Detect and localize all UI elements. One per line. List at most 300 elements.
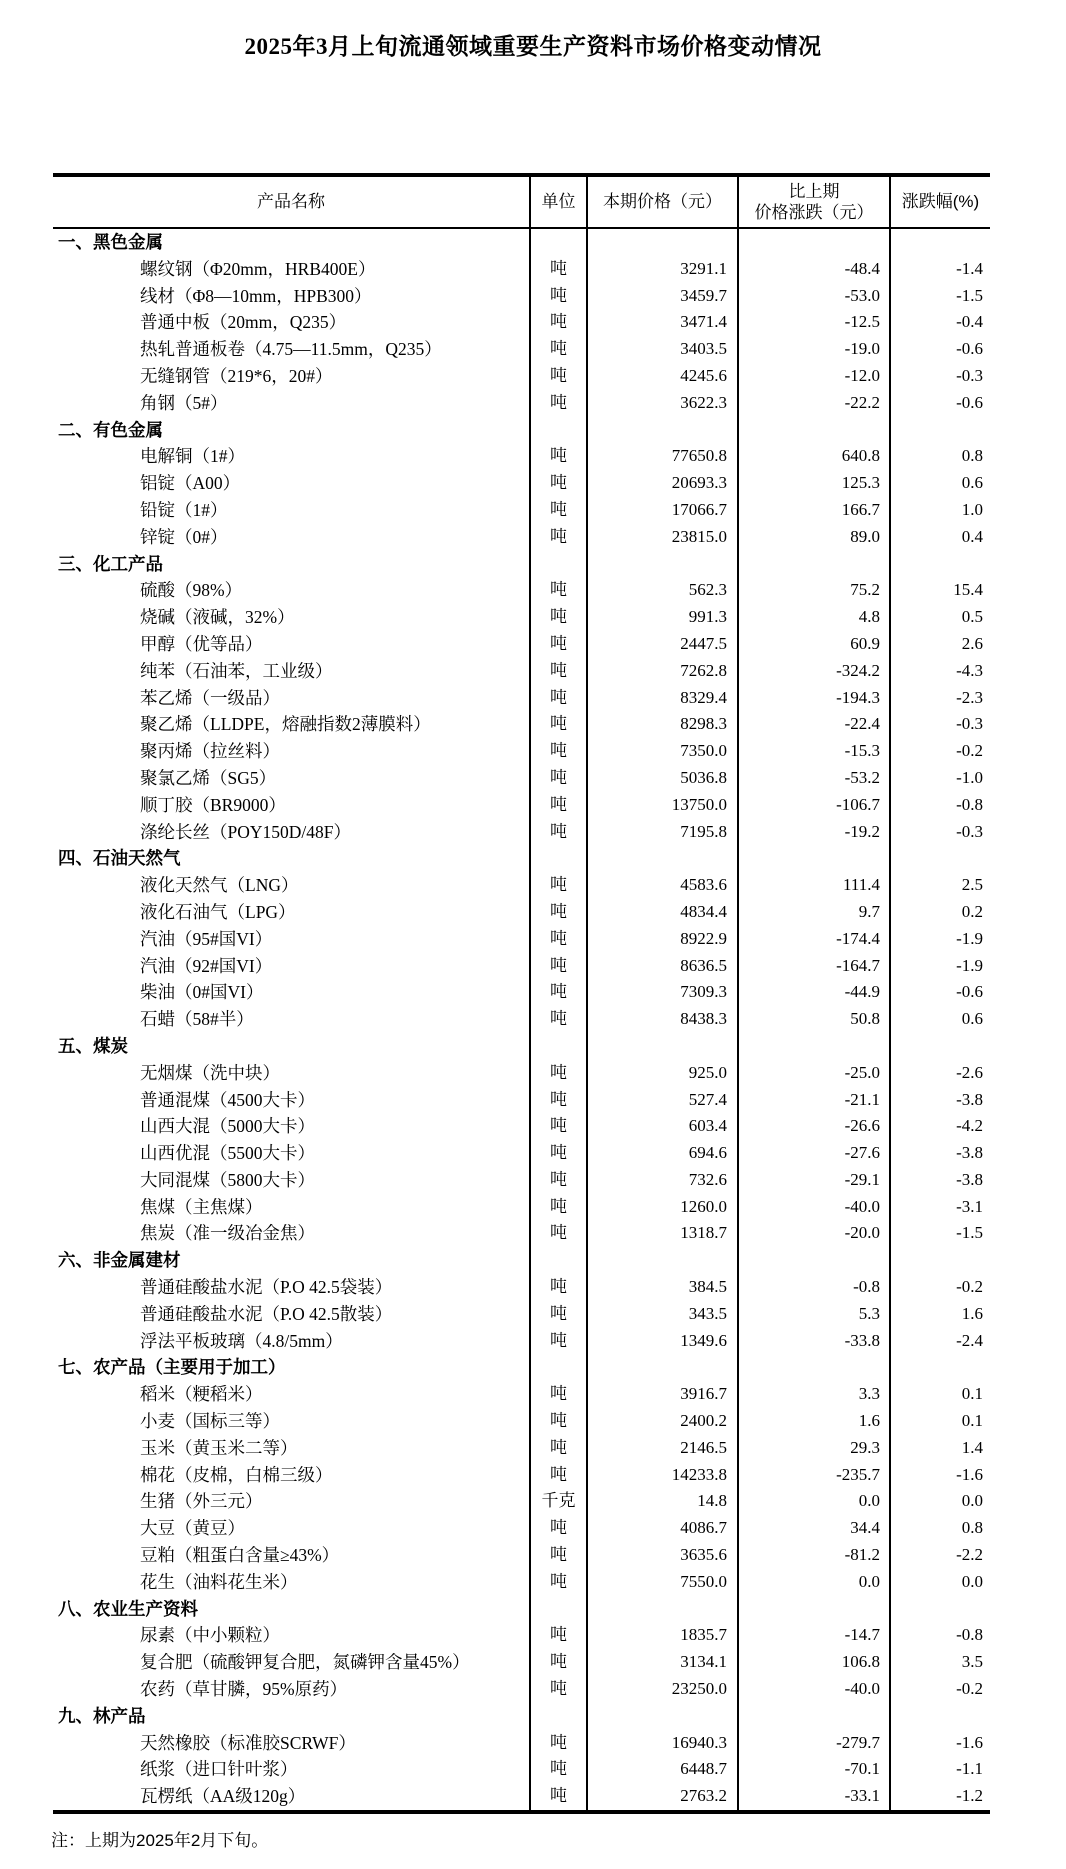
change-cell: -25.0 <box>737 1060 889 1087</box>
change-cell <box>737 1247 889 1274</box>
unit-cell: 吨 <box>529 1274 586 1301</box>
price-cell: 2763.2 <box>586 1783 737 1810</box>
table-row <box>53 1569 990 1596</box>
change-cell: 89.0 <box>737 524 889 551</box>
table-row <box>53 1676 990 1703</box>
pct-cell: -1.0 <box>889 765 990 792</box>
pct-cell: -0.6 <box>889 336 990 363</box>
unit-cell: 吨 <box>529 1140 586 1167</box>
product-name-cell: 烧碱（液碱，32%） <box>140 607 295 628</box>
section-row <box>53 417 990 444</box>
price-cell: 2400.2 <box>586 1408 737 1435</box>
change-cell: -40.0 <box>737 1194 889 1221</box>
unit-cell <box>529 417 586 444</box>
pct-cell: -1.5 <box>889 283 990 310</box>
product-name-cell: 液化天然气（LNG） <box>140 875 299 896</box>
product-name-cell: 小麦（国标三等） <box>140 1411 280 1432</box>
unit-cell: 吨 <box>529 604 586 631</box>
table-row <box>53 256 990 283</box>
product-name-cell: 焦炭（准一级冶金焦） <box>140 1223 315 1244</box>
pct-cell: 0.0 <box>889 1569 990 1596</box>
product-name-cell: 大豆（黄豆） <box>140 1518 245 1539</box>
product-name-cell: 无烟煤（洗中块） <box>140 1062 280 1083</box>
unit-cell: 吨 <box>529 658 586 685</box>
price-cell <box>586 1596 737 1623</box>
section-title: 四、石油天然气 <box>58 848 181 869</box>
price-cell: 5036.8 <box>586 765 737 792</box>
product-name-cell: 铝锭（A00） <box>140 473 241 494</box>
product-name-cell: 尿素（中小颗粒） <box>140 1625 280 1646</box>
pct-cell: -2.4 <box>889 1328 990 1355</box>
unit-cell: 吨 <box>529 685 586 712</box>
price-cell: 4834.4 <box>586 899 737 926</box>
table-row <box>53 1301 990 1328</box>
pct-cell: 1.4 <box>889 1435 990 1462</box>
table-row <box>53 1381 990 1408</box>
change-cell: 3.3 <box>737 1381 889 1408</box>
change-cell: 640.8 <box>737 443 889 470</box>
unit-cell: 吨 <box>529 899 586 926</box>
change-cell: -19.0 <box>737 336 889 363</box>
price-cell: 13750.0 <box>586 792 737 819</box>
change-cell: -22.2 <box>737 390 889 417</box>
change-cell <box>737 1354 889 1381</box>
change-cell: -194.3 <box>737 685 889 712</box>
pct-cell: 0.1 <box>889 1408 990 1435</box>
change-cell <box>737 1596 889 1623</box>
unit-cell <box>529 1247 586 1274</box>
section-title: 三、化工产品 <box>58 553 163 574</box>
table-row <box>53 1140 990 1167</box>
change-cell: -0.8 <box>737 1274 889 1301</box>
unit-cell <box>529 551 586 578</box>
change-cell: -324.2 <box>737 658 889 685</box>
price-cell <box>586 551 737 578</box>
pct-cell: 0.1 <box>889 1381 990 1408</box>
pct-cell: 15.4 <box>889 577 990 604</box>
product-name-cell: 汽油（95#国VI） <box>140 928 273 949</box>
table-row <box>53 524 990 551</box>
product-name-cell: 热轧普通板卷（4.75—11.5mm，Q235） <box>140 339 442 360</box>
price-cell: 3459.7 <box>586 283 737 310</box>
price-cell: 8438.3 <box>586 1006 737 1033</box>
unit-cell: 吨 <box>529 1408 586 1435</box>
product-name-cell: 浮法平板玻璃（4.8/5mm） <box>140 1330 343 1351</box>
section-title: 二、有色金属 <box>58 419 163 440</box>
price-cell <box>586 417 737 444</box>
price-cell: 77650.8 <box>586 443 737 470</box>
unit-cell: 吨 <box>529 1542 586 1569</box>
pct-cell: -1.2 <box>889 1783 990 1810</box>
footnote: 注：上期为2025年2月下旬。 <box>51 1831 269 1850</box>
price-cell: 3622.3 <box>586 390 737 417</box>
price-cell <box>586 845 737 872</box>
unit-cell: 吨 <box>529 309 586 336</box>
change-cell: -164.7 <box>737 953 889 980</box>
pct-cell: -0.2 <box>889 1274 990 1301</box>
table-row <box>53 1622 990 1649</box>
pct-cell: 0.6 <box>889 470 990 497</box>
table-row <box>53 765 990 792</box>
change-cell: -19.2 <box>737 819 889 846</box>
change-cell: -21.1 <box>737 1087 889 1114</box>
product-name-cell: 汽油（92#国VI） <box>140 955 273 976</box>
pct-cell <box>889 845 990 872</box>
product-name-cell: 线材（Φ8—10mm，HPB300） <box>140 285 372 306</box>
unit-cell <box>529 1033 586 1060</box>
table-row <box>53 1730 990 1757</box>
change-cell: 9.7 <box>737 899 889 926</box>
unit-cell: 吨 <box>529 256 586 283</box>
price-cell: 7550.0 <box>586 1569 737 1596</box>
product-name-cell: 锌锭（0#） <box>140 526 228 547</box>
change-cell: 166.7 <box>737 497 889 524</box>
table-row <box>53 1060 990 1087</box>
table-row <box>53 309 990 336</box>
table-row <box>53 1274 990 1301</box>
change-cell: 0.0 <box>737 1569 889 1596</box>
price-cell: 7195.8 <box>586 819 737 846</box>
price-cell: 8298.3 <box>586 711 737 738</box>
price-cell: 562.3 <box>586 577 737 604</box>
pct-cell: 0.6 <box>889 1006 990 1033</box>
price-cell: 3471.4 <box>586 309 737 336</box>
section-title: 八、农业生产资料 <box>58 1598 198 1619</box>
pct-cell <box>889 1703 990 1730</box>
unit-cell: 吨 <box>529 1462 586 1489</box>
pct-cell: 3.5 <box>889 1649 990 1676</box>
pct-cell: 2.5 <box>889 872 990 899</box>
change-cell: -26.6 <box>737 1113 889 1140</box>
pct-cell: -3.1 <box>889 1194 990 1221</box>
price-cell: 694.6 <box>586 1140 737 1167</box>
change-cell: -14.7 <box>737 1622 889 1649</box>
price-cell: 3403.5 <box>586 336 737 363</box>
change-cell: -53.0 <box>737 283 889 310</box>
product-name-cell: 普通硅酸盐水泥（P.O 42.5散装） <box>140 1303 393 1324</box>
change-cell: -20.0 <box>737 1220 889 1247</box>
pct-cell: -0.2 <box>889 1676 990 1703</box>
unit-cell: 吨 <box>529 1194 586 1221</box>
product-name-cell: 普通硅酸盐水泥（P.O 42.5袋装） <box>140 1277 393 1298</box>
table-row <box>53 497 990 524</box>
table-row <box>53 926 990 953</box>
price-cell: 4086.7 <box>586 1515 737 1542</box>
change-cell: -279.7 <box>737 1730 889 1757</box>
pct-cell <box>889 1247 990 1274</box>
unit-cell: 吨 <box>529 1167 586 1194</box>
table-row <box>53 1462 990 1489</box>
section-title: 一、黑色金属 <box>58 232 163 252</box>
product-name-cell: 山西优混（5500大卡） <box>140 1143 315 1164</box>
price-cell: 8329.4 <box>586 685 737 712</box>
price-cell <box>586 1247 737 1274</box>
unit-cell: 吨 <box>529 765 586 792</box>
product-name-cell: 聚乙烯（LLDPE，熔融指数2薄膜料） <box>140 714 431 735</box>
change-cell: 125.3 <box>737 470 889 497</box>
unit-cell: 吨 <box>529 1113 586 1140</box>
pct-cell: 0.4 <box>889 524 990 551</box>
change-cell: -12.5 <box>737 309 889 336</box>
unit-cell: 吨 <box>529 1006 586 1033</box>
table-row <box>53 872 990 899</box>
unit-cell: 吨 <box>529 738 586 765</box>
change-cell: -174.4 <box>737 926 889 953</box>
pct-cell: -0.3 <box>889 711 990 738</box>
header-product: 产品名称 <box>257 192 325 212</box>
product-name-cell: 纸浆（进口针叶浆） <box>140 1759 298 1780</box>
change-cell: 5.3 <box>737 1301 889 1328</box>
change-cell: -22.4 <box>737 711 889 738</box>
unit-cell: 吨 <box>529 1060 586 1087</box>
price-cell: 4583.6 <box>586 872 737 899</box>
product-name-cell: 棉花（皮棉，白棉三级） <box>140 1464 333 1485</box>
pct-cell: -0.6 <box>889 979 990 1006</box>
unit-cell: 吨 <box>529 363 586 390</box>
change-cell: 4.8 <box>737 604 889 631</box>
product-name-cell: 普通中板（20mm，Q235） <box>140 312 347 333</box>
product-name-cell: 大同混煤（5800大卡） <box>140 1169 315 1190</box>
change-cell: 34.4 <box>737 1515 889 1542</box>
table-row <box>53 979 990 1006</box>
change-cell: -27.6 <box>737 1140 889 1167</box>
product-name-cell: 天然橡胶（标准胶SCRWF） <box>140 1732 356 1753</box>
price-cell: 3134.1 <box>586 1649 737 1676</box>
unit-cell: 千克 <box>529 1488 586 1515</box>
price-cell: 7309.3 <box>586 979 737 1006</box>
change-cell: 0.0 <box>737 1488 889 1515</box>
pct-cell <box>889 551 990 578</box>
table-header-row <box>53 177 990 229</box>
unit-cell: 吨 <box>529 792 586 819</box>
price-table <box>53 173 990 1814</box>
table-row <box>53 1220 990 1247</box>
unit-cell: 吨 <box>529 443 586 470</box>
section-title: 九、林产品 <box>58 1705 146 1726</box>
change-cell: 50.8 <box>737 1006 889 1033</box>
product-name-cell: 铅锭（1#） <box>140 499 228 520</box>
product-name-cell: 无缝钢管（219*6，20#） <box>140 365 333 386</box>
price-cell: 16940.3 <box>586 1730 737 1757</box>
unit-cell: 吨 <box>529 283 586 310</box>
table-row <box>53 283 990 310</box>
pct-cell <box>889 1354 990 1381</box>
price-cell: 1318.7 <box>586 1220 737 1247</box>
table-row <box>53 819 990 846</box>
table-row <box>53 1113 990 1140</box>
product-name-cell: 花生（油料花生米） <box>140 1571 298 1592</box>
price-cell: 527.4 <box>586 1087 737 1114</box>
pct-cell <box>889 417 990 444</box>
table-row <box>53 470 990 497</box>
change-cell: -48.4 <box>737 256 889 283</box>
header-change <box>737 177 889 227</box>
unit-cell: 吨 <box>529 1569 586 1596</box>
product-name-cell: 玉米（黄玉米二等） <box>140 1437 298 1458</box>
pct-cell: -3.8 <box>889 1167 990 1194</box>
pct-cell: -4.3 <box>889 658 990 685</box>
unit-cell: 吨 <box>529 1381 586 1408</box>
product-name-cell: 农药（草甘膦，95%原药） <box>140 1679 348 1700</box>
product-name-cell: 瓦楞纸（AA级120g） <box>140 1786 306 1807</box>
table-row <box>53 1515 990 1542</box>
unit-cell: 吨 <box>529 1649 586 1676</box>
price-cell: 1260.0 <box>586 1194 737 1221</box>
price-cell: 14233.8 <box>586 1462 737 1489</box>
section-title: 五、煤炭 <box>58 1035 128 1056</box>
price-cell: 925.0 <box>586 1060 737 1087</box>
product-name-cell: 石蜡（58#半） <box>140 1009 254 1030</box>
table-row <box>53 363 990 390</box>
table-row <box>53 711 990 738</box>
table-row <box>53 792 990 819</box>
table-row <box>53 604 990 631</box>
table-row <box>53 738 990 765</box>
product-name-cell: 复合肥（硫酸钾复合肥，氮磷钾含量45%） <box>140 1652 470 1673</box>
pct-cell: 1.6 <box>889 1301 990 1328</box>
section-row <box>53 1354 990 1381</box>
change-cell: -81.2 <box>737 1542 889 1569</box>
table-row <box>53 1328 990 1355</box>
table-row <box>53 899 990 926</box>
price-cell: 2146.5 <box>586 1435 737 1462</box>
pct-cell: -4.2 <box>889 1113 990 1140</box>
section-row <box>53 1247 990 1274</box>
change-cell <box>737 551 889 578</box>
table-row <box>53 1408 990 1435</box>
header-change-line1: 比上期 <box>788 181 840 201</box>
unit-cell: 吨 <box>529 470 586 497</box>
unit-cell: 吨 <box>529 497 586 524</box>
change-cell: 29.3 <box>737 1435 889 1462</box>
header-change-line2: 价格涨跌（元） <box>754 203 874 222</box>
unit-cell <box>529 1354 586 1381</box>
section-row <box>53 1033 990 1060</box>
table-row <box>53 577 990 604</box>
price-cell: 20693.3 <box>586 470 737 497</box>
unit-cell: 吨 <box>529 979 586 1006</box>
unit-cell: 吨 <box>529 872 586 899</box>
pct-cell: 0.5 <box>889 604 990 631</box>
table-row <box>53 631 990 658</box>
pct-cell: -3.8 <box>889 1140 990 1167</box>
section-title: 六、非金属建材 <box>58 1250 181 1271</box>
price-cell: 1349.6 <box>586 1328 737 1355</box>
section-row <box>53 551 990 578</box>
unit-cell <box>529 1703 586 1730</box>
price-cell: 8636.5 <box>586 953 737 980</box>
unit-cell: 吨 <box>529 336 586 363</box>
change-cell: -29.1 <box>737 1167 889 1194</box>
change-cell: 75.2 <box>737 577 889 604</box>
unit-cell: 吨 <box>529 1676 586 1703</box>
product-name-cell: 硫酸（98%） <box>140 580 243 601</box>
price-cell: 14.8 <box>586 1488 737 1515</box>
change-cell <box>737 1703 889 1730</box>
change-cell: -40.0 <box>737 1676 889 1703</box>
product-name-cell: 角钢（5#） <box>140 392 228 413</box>
table-row <box>53 1087 990 1114</box>
pct-cell: -2.2 <box>889 1542 990 1569</box>
change-cell: -70.1 <box>737 1756 889 1783</box>
pct-cell: 2.6 <box>889 631 990 658</box>
price-cell: 7350.0 <box>586 738 737 765</box>
unit-cell: 吨 <box>529 524 586 551</box>
table-row <box>53 1435 990 1462</box>
unit-cell: 吨 <box>529 926 586 953</box>
table-row <box>53 443 990 470</box>
unit-cell <box>529 1596 586 1623</box>
price-cell: 23250.0 <box>586 1676 737 1703</box>
table-body <box>53 229 990 1810</box>
unit-cell <box>529 845 586 872</box>
unit-cell: 吨 <box>529 1730 586 1757</box>
change-cell: -33.8 <box>737 1328 889 1355</box>
unit-cell: 吨 <box>529 1301 586 1328</box>
pct-cell: -2.6 <box>889 1060 990 1087</box>
price-cell: 7262.8 <box>586 658 737 685</box>
pct-cell: -0.6 <box>889 390 990 417</box>
pct-cell: -0.2 <box>889 738 990 765</box>
change-cell: -235.7 <box>737 1462 889 1489</box>
change-cell <box>737 417 889 444</box>
price-cell: 991.3 <box>586 604 737 631</box>
unit-cell: 吨 <box>529 1220 586 1247</box>
change-cell <box>737 1033 889 1060</box>
price-cell: 3635.6 <box>586 1542 737 1569</box>
price-cell: 23815.0 <box>586 524 737 551</box>
unit-cell <box>529 229 586 256</box>
pct-cell: -0.8 <box>889 1622 990 1649</box>
table-row <box>53 658 990 685</box>
pct-cell: -1.9 <box>889 926 990 953</box>
change-cell <box>737 229 889 256</box>
price-cell <box>586 1354 737 1381</box>
price-cell: 6448.7 <box>586 1756 737 1783</box>
pct-cell: -1.6 <box>889 1462 990 1489</box>
product-name-cell: 山西大混（5000大卡） <box>140 1116 315 1137</box>
pct-cell: -1.9 <box>889 953 990 980</box>
product-name-cell: 纯苯（石油苯，工业级） <box>140 660 333 681</box>
table-row <box>53 336 990 363</box>
table-row <box>53 1756 990 1783</box>
pct-cell: -0.3 <box>889 819 990 846</box>
price-cell: 1835.7 <box>586 1622 737 1649</box>
product-name-cell: 苯乙烯（一级品） <box>140 687 280 708</box>
product-name-cell: 柴油（0#国VI） <box>140 982 264 1003</box>
product-name-cell: 生猪（外三元） <box>140 1491 263 1512</box>
table-row <box>53 953 990 980</box>
pct-cell: -2.3 <box>889 685 990 712</box>
product-name-cell: 螺纹钢（Φ20mm，HRB400E） <box>140 258 376 279</box>
price-cell: 384.5 <box>586 1274 737 1301</box>
pct-cell: 0.8 <box>889 1515 990 1542</box>
section-row <box>53 1596 990 1623</box>
pct-cell: -0.4 <box>889 309 990 336</box>
product-name-cell: 稻米（粳稻米） <box>140 1384 263 1405</box>
pct-cell <box>889 1033 990 1060</box>
unit-cell: 吨 <box>529 1756 586 1783</box>
price-cell: 4245.6 <box>586 363 737 390</box>
pct-cell: -1.5 <box>889 1220 990 1247</box>
table-row <box>53 1783 990 1810</box>
price-cell <box>586 229 737 256</box>
section-title: 七、农产品（主要用于加工） <box>58 1357 286 1378</box>
header-pct: 涨跌幅(%) <box>889 177 990 227</box>
table-row <box>53 1649 990 1676</box>
header-price: 本期价格（元） <box>586 177 737 227</box>
pct-cell <box>889 1596 990 1623</box>
